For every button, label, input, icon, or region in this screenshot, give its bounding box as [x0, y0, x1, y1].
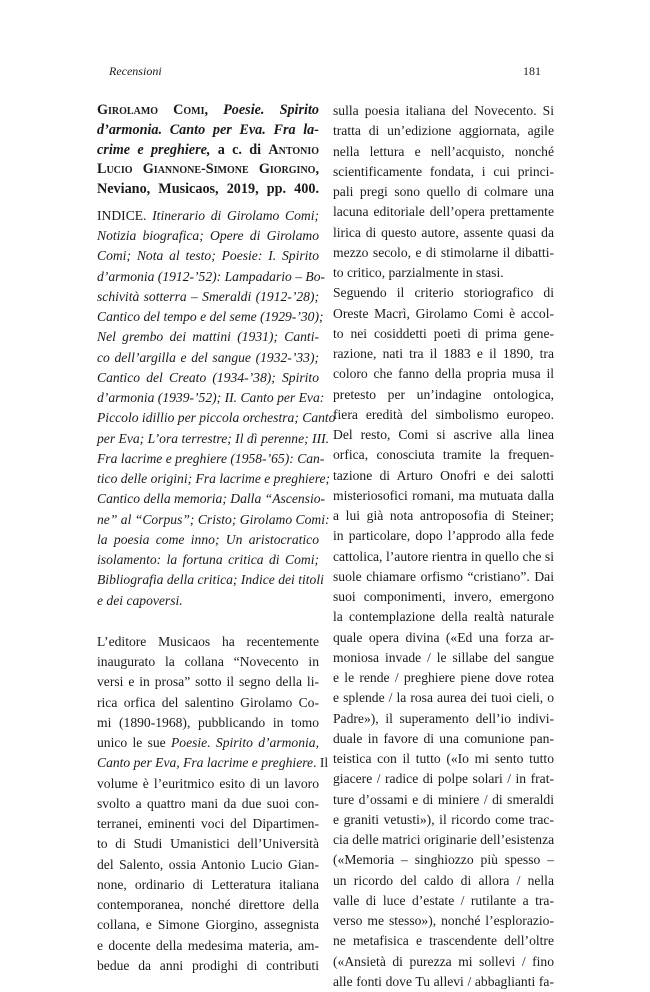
- text-run: collana, e Simone Giorgino, assegnista: [97, 917, 319, 933]
- text-line: [333, 243, 554, 263]
- table-of-contents: [97, 206, 336, 611]
- text-run: fiera eredità del simbolismo europeo.: [333, 406, 554, 422]
- text-run: to nei cosiddetti poeti di prima gene-: [333, 325, 554, 341]
- text-line: [97, 510, 330, 530]
- text-line: [333, 567, 554, 587]
- text-run: orfica, conosciuta tramite la frequen-: [333, 447, 554, 463]
- text-line: [97, 429, 330, 449]
- text-line: [97, 855, 319, 875]
- text-line: [333, 607, 554, 627]
- text-run: mezzo secolo, e di stimolarne il dibatti-: [333, 244, 554, 260]
- text-line: [97, 121, 319, 141]
- running-header: [109, 64, 541, 84]
- text-run: Cantico della memoria; Dalla “Ascensio-: [97, 491, 326, 507]
- text-run: d’armonia. Canto per Eva. Fra la-: [97, 121, 319, 138]
- text-line: [333, 931, 554, 951]
- text-line: [97, 206, 319, 226]
- left-column: [97, 101, 336, 976]
- text-run: in particolare, dopo l’approdo alla fede: [333, 528, 554, 544]
- text-run: nella lettura e nell’acquisto, nonché: [333, 143, 554, 159]
- text-run: ne” al “Corpus”; Cristo; Girolamo Comi:: [97, 511, 330, 527]
- text-run: bedue da anni prodighi di contributi: [97, 957, 319, 973]
- text-run: mi (1890-1968), pubblicando in tomo: [97, 714, 319, 730]
- text-run: razione, nati tra il 1883 e il 1890, tra: [333, 346, 554, 361]
- text-run: cia delle matrici originarie dell’esistenza: [333, 832, 555, 847]
- text-line: [333, 121, 554, 141]
- text-run: tazione di Arturo Onofri e dei salotti: [333, 467, 554, 483]
- text-line: [97, 141, 319, 161]
- text-line: [333, 344, 554, 364]
- text-line: [97, 632, 319, 652]
- text-line: [333, 709, 554, 729]
- text-line: [333, 668, 554, 688]
- text-run: INDICE.: [97, 207, 153, 223]
- text-line: [333, 283, 554, 303]
- text-run: ture d’ossami e di miniere / di smeraldi: [333, 791, 554, 807]
- text-run: Oreste Macrì, Girolamo Comi è accol-: [333, 305, 554, 321]
- text-run: («Memoria – singhiozzo più spesso –: [333, 852, 554, 868]
- text-run: rica orfica del salentino Girolamo Co-: [97, 694, 319, 710]
- text-line: [333, 810, 554, 830]
- text-line: [97, 672, 319, 692]
- text-run: d’armonia (1939-’52); II. Canto per Eva:: [97, 390, 325, 406]
- text-run: Fra lacrime e preghiere (1958-’65): Can-: [97, 450, 325, 466]
- text-run: Del resto, Comi si ascrive alla linea: [333, 427, 554, 442]
- text-line: [97, 713, 319, 733]
- review-text-left: [97, 632, 329, 976]
- text-line: [97, 101, 319, 121]
- text-run: L’editore Musicaos ha recentemente: [97, 633, 319, 649]
- text-run: suoi componimenti, invero, emergono: [333, 589, 554, 604]
- text-line: [97, 550, 319, 570]
- text-line: [97, 307, 324, 327]
- text-line: [333, 445, 554, 465]
- text-run: cattolica, l’autore rientra in quello che si: [333, 548, 554, 564]
- text-line: [333, 891, 554, 911]
- text-line: [333, 405, 554, 425]
- text-line: [97, 226, 319, 246]
- text-run: a c. di: [210, 141, 269, 158]
- text-line: [97, 956, 319, 976]
- text-line: [333, 790, 554, 810]
- text-run: schività sotterra – Smeraldi (1912-’28);: [97, 288, 319, 304]
- text-line: [333, 101, 554, 121]
- text-line: [97, 408, 336, 428]
- text-run: Lucio Giannone-Simone Giorgino,: [97, 161, 319, 178]
- text-run: Seguendo il criterio storiografico di: [333, 285, 554, 301]
- text-run: Notizia biografica; Opere di Girolamo: [97, 228, 319, 244]
- text-run: del Salento, ossia Antonio Lucio Gian-: [97, 856, 319, 872]
- text-run: Poesie. Spirito: [208, 102, 319, 118]
- text-line: [333, 506, 554, 526]
- text-line: [97, 936, 319, 956]
- text-line: [333, 142, 554, 162]
- text-line: [97, 570, 324, 590]
- text-run: co dell’argilla e del sangue (1932-’33);: [97, 349, 319, 365]
- text-line: [97, 287, 319, 307]
- text-run: svolto a quattro mani da due suoi con-: [97, 795, 319, 811]
- text-run: lirica di questo autore, assente quasi da: [333, 224, 554, 240]
- text-run: pali pregi sono quello di colmare una: [333, 184, 554, 199]
- text-run: la contemplazione della realtà naturale: [333, 609, 554, 625]
- text-line: [97, 915, 319, 935]
- text-line: [97, 469, 331, 489]
- text-run: misteriosofici romani, ma mutuata dalla: [333, 487, 554, 503]
- book-citation: [97, 101, 319, 200]
- text-run: volume è l’euritmico esito di un lavoro: [97, 775, 319, 791]
- text-line: [333, 202, 554, 222]
- text-run: per Eva; L’ora terrestre; Il dì perenne; III.: [97, 430, 330, 446]
- text-run: coloro che fanno della propria musa il: [333, 366, 554, 382]
- text-run: valle di luce d’estate / rutilante a tra-: [333, 892, 554, 908]
- text-line: [97, 368, 319, 388]
- text-line: [333, 911, 554, 931]
- text-line: [333, 972, 554, 992]
- section-title: Recensioni: [109, 64, 162, 78]
- text-run: isolamento: la fortuna critica di Comi;: [97, 552, 319, 568]
- text-line: [333, 162, 554, 182]
- text-line: [97, 774, 319, 794]
- text-line: [333, 850, 554, 870]
- text-run: alle fonti dove Tu allevi / abbaglianti fa-: [333, 973, 554, 989]
- text-run: Nel grembo dei mattini (1931); Canti-: [97, 329, 319, 345]
- text-run: d’armonia (1912-’52): Lampadario – Bo-: [97, 268, 326, 284]
- text-run: Girolamo Comi,: [97, 102, 209, 118]
- text-run: to critico, parzialmente in stasi.: [333, 265, 504, 280]
- text-line: [333, 830, 554, 850]
- text-line: [333, 547, 554, 567]
- text-line: [97, 814, 319, 834]
- text-run: Antonio: [268, 141, 319, 158]
- text-run: suole chiamare orfismo “cristiano”. Dai: [333, 568, 554, 584]
- text-line: [333, 324, 554, 344]
- text-line: [97, 267, 326, 287]
- text-line: [333, 364, 554, 384]
- text-run: Comi; Nota al testo; Poesie: I. Spirito: [97, 248, 319, 264]
- text-run: Bibliografia della critica; Indice dei titoli: [97, 572, 324, 588]
- text-line: [97, 388, 325, 408]
- text-line: [97, 449, 325, 469]
- text-run: lacuna editoriale dell’opera prettamente: [333, 204, 554, 220]
- text-run: Canto per Eva, Fra lacrime e preghiere: [97, 755, 314, 771]
- review-text-right: [333, 101, 554, 992]
- page-number: 181: [523, 64, 541, 78]
- text-run: e docente della medesima materia, am-: [97, 937, 319, 953]
- text-line: [97, 348, 319, 368]
- text-run: e splende / la rosa aurea dei tuoi cieli, o: [333, 690, 554, 706]
- text-run: e dei capoversi.: [97, 592, 183, 608]
- text-line: [97, 489, 326, 509]
- text-run: a lui già nota antroposofia di Steiner;: [333, 508, 554, 523]
- text-line: [333, 526, 554, 546]
- text-run: terranei, eminenti voci del Dipartimen-: [97, 816, 319, 832]
- text-line: [97, 530, 319, 550]
- text-run: unico le sue: [97, 735, 171, 751]
- text-run: pretesto per un’indagine ontologica,: [333, 386, 554, 402]
- text-run: . Il: [313, 755, 329, 771]
- text-line: [333, 304, 554, 324]
- text-line: [333, 466, 554, 486]
- text-line: [97, 160, 319, 180]
- text-line: [333, 871, 554, 891]
- text-run: crime e preghiere,: [97, 141, 211, 158]
- text-line: [97, 895, 319, 915]
- text-run: moniosa invade / le sillabe del sangue: [333, 649, 554, 665]
- text-run: teistica con il tutto («Io mi sento tutto: [333, 751, 554, 766]
- text-run: tico delle origini; Fra lacrime e preghiere;: [97, 471, 331, 487]
- text-run: scientificamente fondata, i cui princi-: [333, 163, 554, 179]
- text-line: [333, 749, 554, 769]
- text-line: [333, 263, 554, 283]
- text-line: [333, 648, 554, 668]
- text-line: [333, 587, 554, 607]
- text-line: [333, 385, 554, 405]
- text-run: un ricordo del caldo di allora / nella: [333, 872, 554, 888]
- text-line: [333, 223, 554, 243]
- text-line: [333, 628, 554, 648]
- text-run: Cantico del Creato (1934-’38); Spirito: [97, 369, 319, 385]
- text-run: Itinerario di Girolamo Comi;: [152, 207, 320, 223]
- text-run: Neviano, Musicaos, 2019, pp. 400.: [97, 181, 319, 198]
- text-run: e le rende / preghiere piene dove rotea: [333, 670, 554, 685]
- text-run: sulla poesia italiana del Novecento. Si: [333, 103, 554, 118]
- text-run: Poesie. Spirito d’armonia,: [170, 735, 319, 751]
- text-line: [97, 834, 319, 854]
- text-run: ne metafisica e trascendente dell’oltre: [333, 933, 554, 949]
- text-line: [97, 753, 329, 773]
- text-run: tratta di un’edizione aggiornata, agile: [333, 123, 554, 139]
- text-run: inaugurato la collana “Novecento in: [97, 654, 319, 670]
- text-run: («Ansietà di purezza mi sollevi / fino: [333, 953, 554, 969]
- text-run: giacere / radice di polpe solari / in frat-: [333, 771, 554, 787]
- text-run: verso me stesso»), nonché l’esplorazio-: [333, 913, 554, 928]
- right-column: [333, 101, 554, 992]
- text-run: la poesia come inno; Un aristocratico: [97, 531, 319, 547]
- text-line: [97, 246, 319, 266]
- text-run: quale opera divina («Ed una forza ar-: [333, 629, 554, 645]
- text-run: duale in favore di una comunione pan-: [333, 730, 554, 746]
- text-line: [97, 180, 319, 200]
- text-run: contemporanea, nonché direttore della: [97, 897, 319, 913]
- text-run: Padre»), il superamento dell’io indivi-: [333, 710, 554, 726]
- text-line: [333, 688, 554, 708]
- text-line: [333, 182, 554, 202]
- text-line: [333, 769, 554, 789]
- text-line: [333, 729, 554, 749]
- text-run: e graniti vetusti»), il ricordo come trac-: [333, 811, 554, 827]
- text-line: [333, 425, 554, 445]
- text-line: [97, 591, 319, 611]
- text-run: Cantico del tempo e del seme (1929-’30);: [97, 309, 324, 325]
- text-line: [97, 652, 319, 672]
- text-line: [333, 952, 554, 972]
- text-line: [97, 875, 319, 895]
- text-run: to di Studi Umanistici dell’Università: [97, 836, 319, 852]
- text-run: Piccolo idillio per piccola orchestra; Canto: [97, 410, 336, 426]
- text-line: [97, 794, 319, 814]
- text-run: versi e in prosa” sotto il segno della li-: [97, 674, 319, 690]
- text-line: [97, 327, 319, 347]
- text-line: [97, 693, 319, 713]
- text-run: none, ordinario di Letteratura italiana: [97, 876, 319, 892]
- text-line: [97, 733, 319, 753]
- text-line: [333, 486, 554, 506]
